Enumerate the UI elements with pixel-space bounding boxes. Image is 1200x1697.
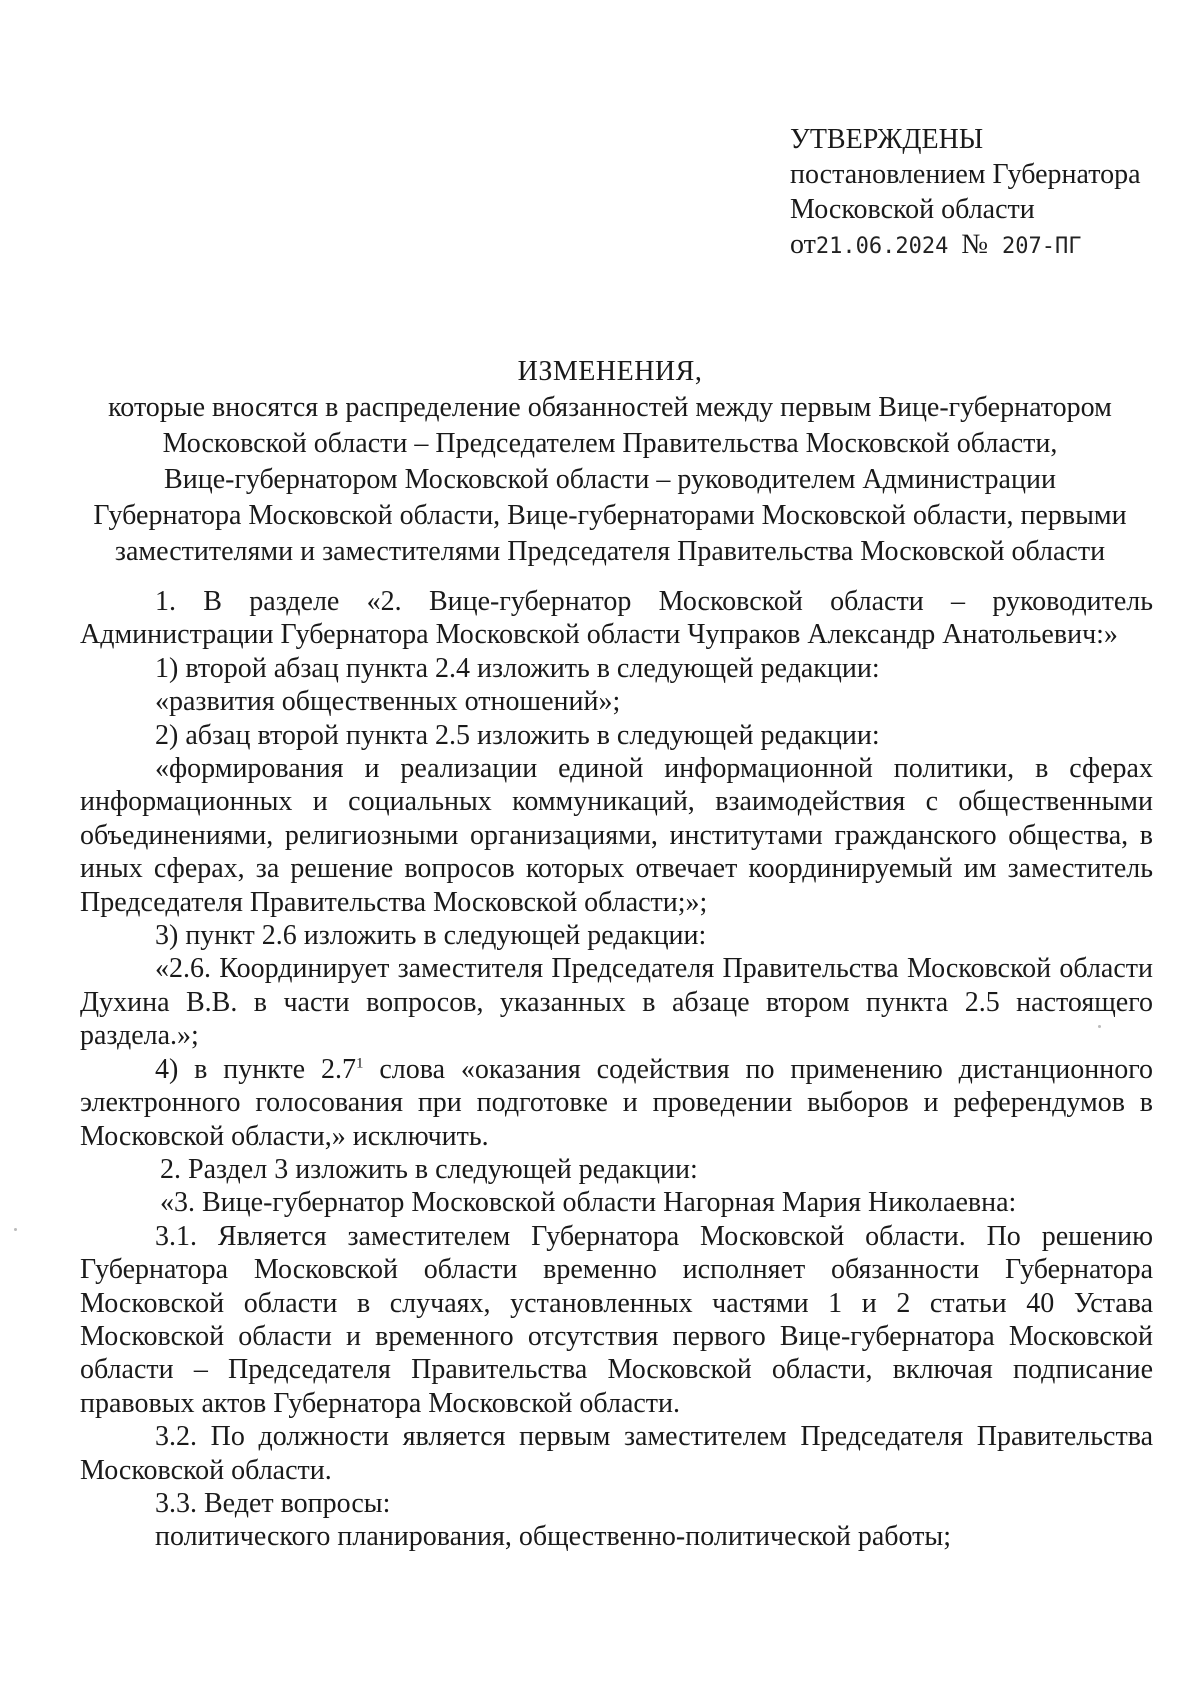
title-line: заместителями и заместителями Председателя Правительства Московской области bbox=[114, 536, 1106, 567]
approval-block bbox=[790, 122, 1141, 264]
paragraph-3-3: 3.3. Ведет вопросы: bbox=[155, 1487, 391, 1519]
title-line: Вице-губернатором Московской области – руководителем Администрации bbox=[164, 464, 1056, 495]
approval-date-number bbox=[790, 227, 1141, 264]
title-line: которые вносятся в распределение обязанностей между первым Вице-губернатором bbox=[108, 392, 1112, 423]
paragraph-3-2: 3.2. По должности является первым заместителем Председателя Правительства Московской области. bbox=[80, 1421, 1153, 1486]
scan-speck bbox=[1098, 1025, 1101, 1028]
section-3-heading: «3. Вице-губернатор Московской области Нагорная Мария Николаевна: bbox=[160, 1187, 1017, 1219]
scan-speck bbox=[14, 1228, 17, 1231]
approval-date: 21.06.2024 bbox=[815, 234, 949, 259]
superscript: 1 bbox=[355, 1055, 364, 1072]
paragraph-1-4-rest: слова «оказания содействия по применению дистанционного электронного голосования при подготовке и проведении выборов и референдумов в Московской области,» исключить. bbox=[80, 1053, 1153, 1152]
paragraph-1-3: 3) пункт 2.6 изложить в следующей редакции: bbox=[155, 920, 707, 952]
document-title bbox=[60, 354, 1160, 570]
approval-heading: УТВЕРЖДЕНЫ bbox=[790, 124, 984, 155]
paragraph-1: 1. В разделе «2. Вице-губернатор Московской области – руководитель Администрации Губернатора Московской области Чупраков Александр Анатольевич:» bbox=[80, 586, 1153, 651]
paragraph-1-1: 1) второй абзац пункта 2.4 изложить в следующей редакции: bbox=[155, 652, 880, 684]
approval-line-decree: постановлением Губернатора bbox=[790, 159, 1141, 190]
document-body bbox=[80, 585, 1153, 1554]
paragraph-1-3-text: «2.6. Координирует заместителя Председателя Правительства Московской области Духина В.В. в части вопросов, указанных в абзаце втором пункта 2.5 настоящего раздела.»; bbox=[80, 953, 1153, 1052]
paragraph-1-1-text: «развития общественных отношений»; bbox=[155, 686, 621, 718]
paragraph-1-2-text: «формирования и реализации единой информационной политики, в сферах информационных и социальных коммуникаций, взаимодействия с общественными объединениями, религиозными организациями, институтами гражданского общества, в иных сферах, за решение вопросов которых отвечает координируемый им заместитель Председателя Правительства Московской области;»; bbox=[80, 753, 1153, 918]
paragraph-1-4 bbox=[80, 1053, 1153, 1153]
paragraph-1-2: 2) абзац второй пункта 2.5 изложить в следующей редакции: bbox=[155, 719, 880, 751]
paragraph-3-1: 3.1. Является заместителем Губернатора Московской области. По решению Губернатора Московской области временно исполняет обязанности Губернатора Московской области в случаях, установленных частями 1 и 2 статьи 40 Устава Московской области и временного отсутствия первого Вице-губернатора Московской области – Председателя Правительства Московской области, включая подписание правовых актов Губернатора Московской области. bbox=[80, 1220, 1153, 1419]
title-line: Московской области – Председателем Правительства Московской области, bbox=[162, 428, 1058, 459]
paragraph-1-4-start: 4) в пункте 2.7 bbox=[155, 1053, 356, 1085]
title-heading: ИЗМЕНЕНИЯ, bbox=[517, 356, 703, 387]
paragraph-2: 2. Раздел 3 изложить в следующей редакции: bbox=[160, 1153, 698, 1185]
title-line: Губернатора Московской области, Вице-губернаторами Московской области, первыми bbox=[93, 500, 1127, 531]
approval-number-sign: № bbox=[961, 229, 989, 260]
approval-date-prefix: от bbox=[790, 229, 816, 260]
approval-line-region: Московской области bbox=[790, 194, 1035, 225]
approval-number: 207-ПГ bbox=[1002, 234, 1082, 259]
paragraph-3-3-item: политического планирования, общественно-политической работы; bbox=[155, 1521, 951, 1553]
